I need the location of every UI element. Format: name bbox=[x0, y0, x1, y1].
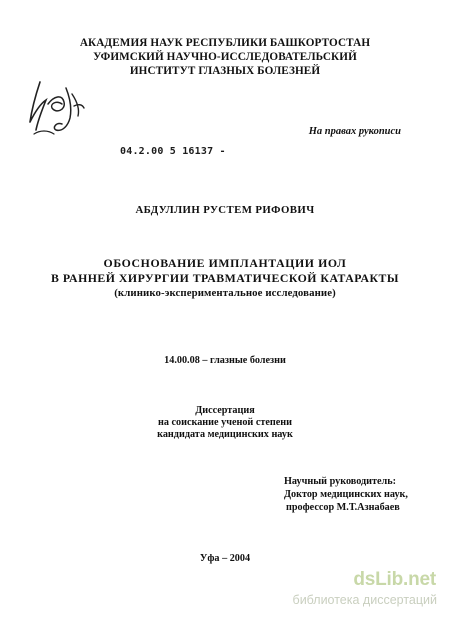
title-line-1: ОБОСНОВАНИЕ ИМПЛАНТАЦИИ ИОЛ bbox=[103, 256, 347, 270]
watermark-logo: dsLib.net bbox=[353, 569, 436, 590]
title-subtitle: (клинико-экспериментальное исследование) bbox=[114, 287, 336, 299]
dissertation-line-1: Диссертация bbox=[195, 405, 255, 416]
title-line-2: В РАННЕЙ ХИРУРГИИ ТРАВМАТИЧЕСКОЙ КАТАРАКТЫ bbox=[51, 271, 399, 285]
institution-line-1: АКАДЕМИЯ НАУК РЕСПУБЛИКИ БАШКОРТОСТАН bbox=[79, 37, 371, 49]
supervisor-name: профессор М.Т.Азнабаев bbox=[286, 502, 400, 513]
rights-note: На правах рукописи bbox=[308, 126, 401, 137]
dissertation-line-3: кандидата медицинских наук bbox=[157, 429, 293, 440]
supervisor-label: Научный руководитель: bbox=[284, 476, 397, 487]
supervisor-degree: Доктор медицинских наук, bbox=[284, 489, 408, 500]
institution-line-2: УФИМСКИЙ НАУЧНО-ИССЛЕДОВАТЕЛЬСКИЙ bbox=[93, 51, 357, 63]
handwritten-signature bbox=[26, 74, 88, 142]
institution-line-3: ИНСТИТУТ ГЛАЗНЫХ БОЛЕЗНЕЙ bbox=[129, 65, 321, 77]
specialty-code: 14.00.08 – глазные болезни bbox=[164, 355, 286, 366]
library-stamp-number: 04.2.00 5 16137 - bbox=[120, 146, 226, 157]
author-name: АБДУЛЛИН РУСТЕМ РИФОВИЧ bbox=[135, 204, 315, 216]
watermark-subtitle: библиотека диссертаций bbox=[292, 593, 437, 607]
city-year: Уфа – 2004 bbox=[199, 553, 251, 564]
dissertation-line-2: на соискание ученой степени bbox=[157, 417, 293, 428]
